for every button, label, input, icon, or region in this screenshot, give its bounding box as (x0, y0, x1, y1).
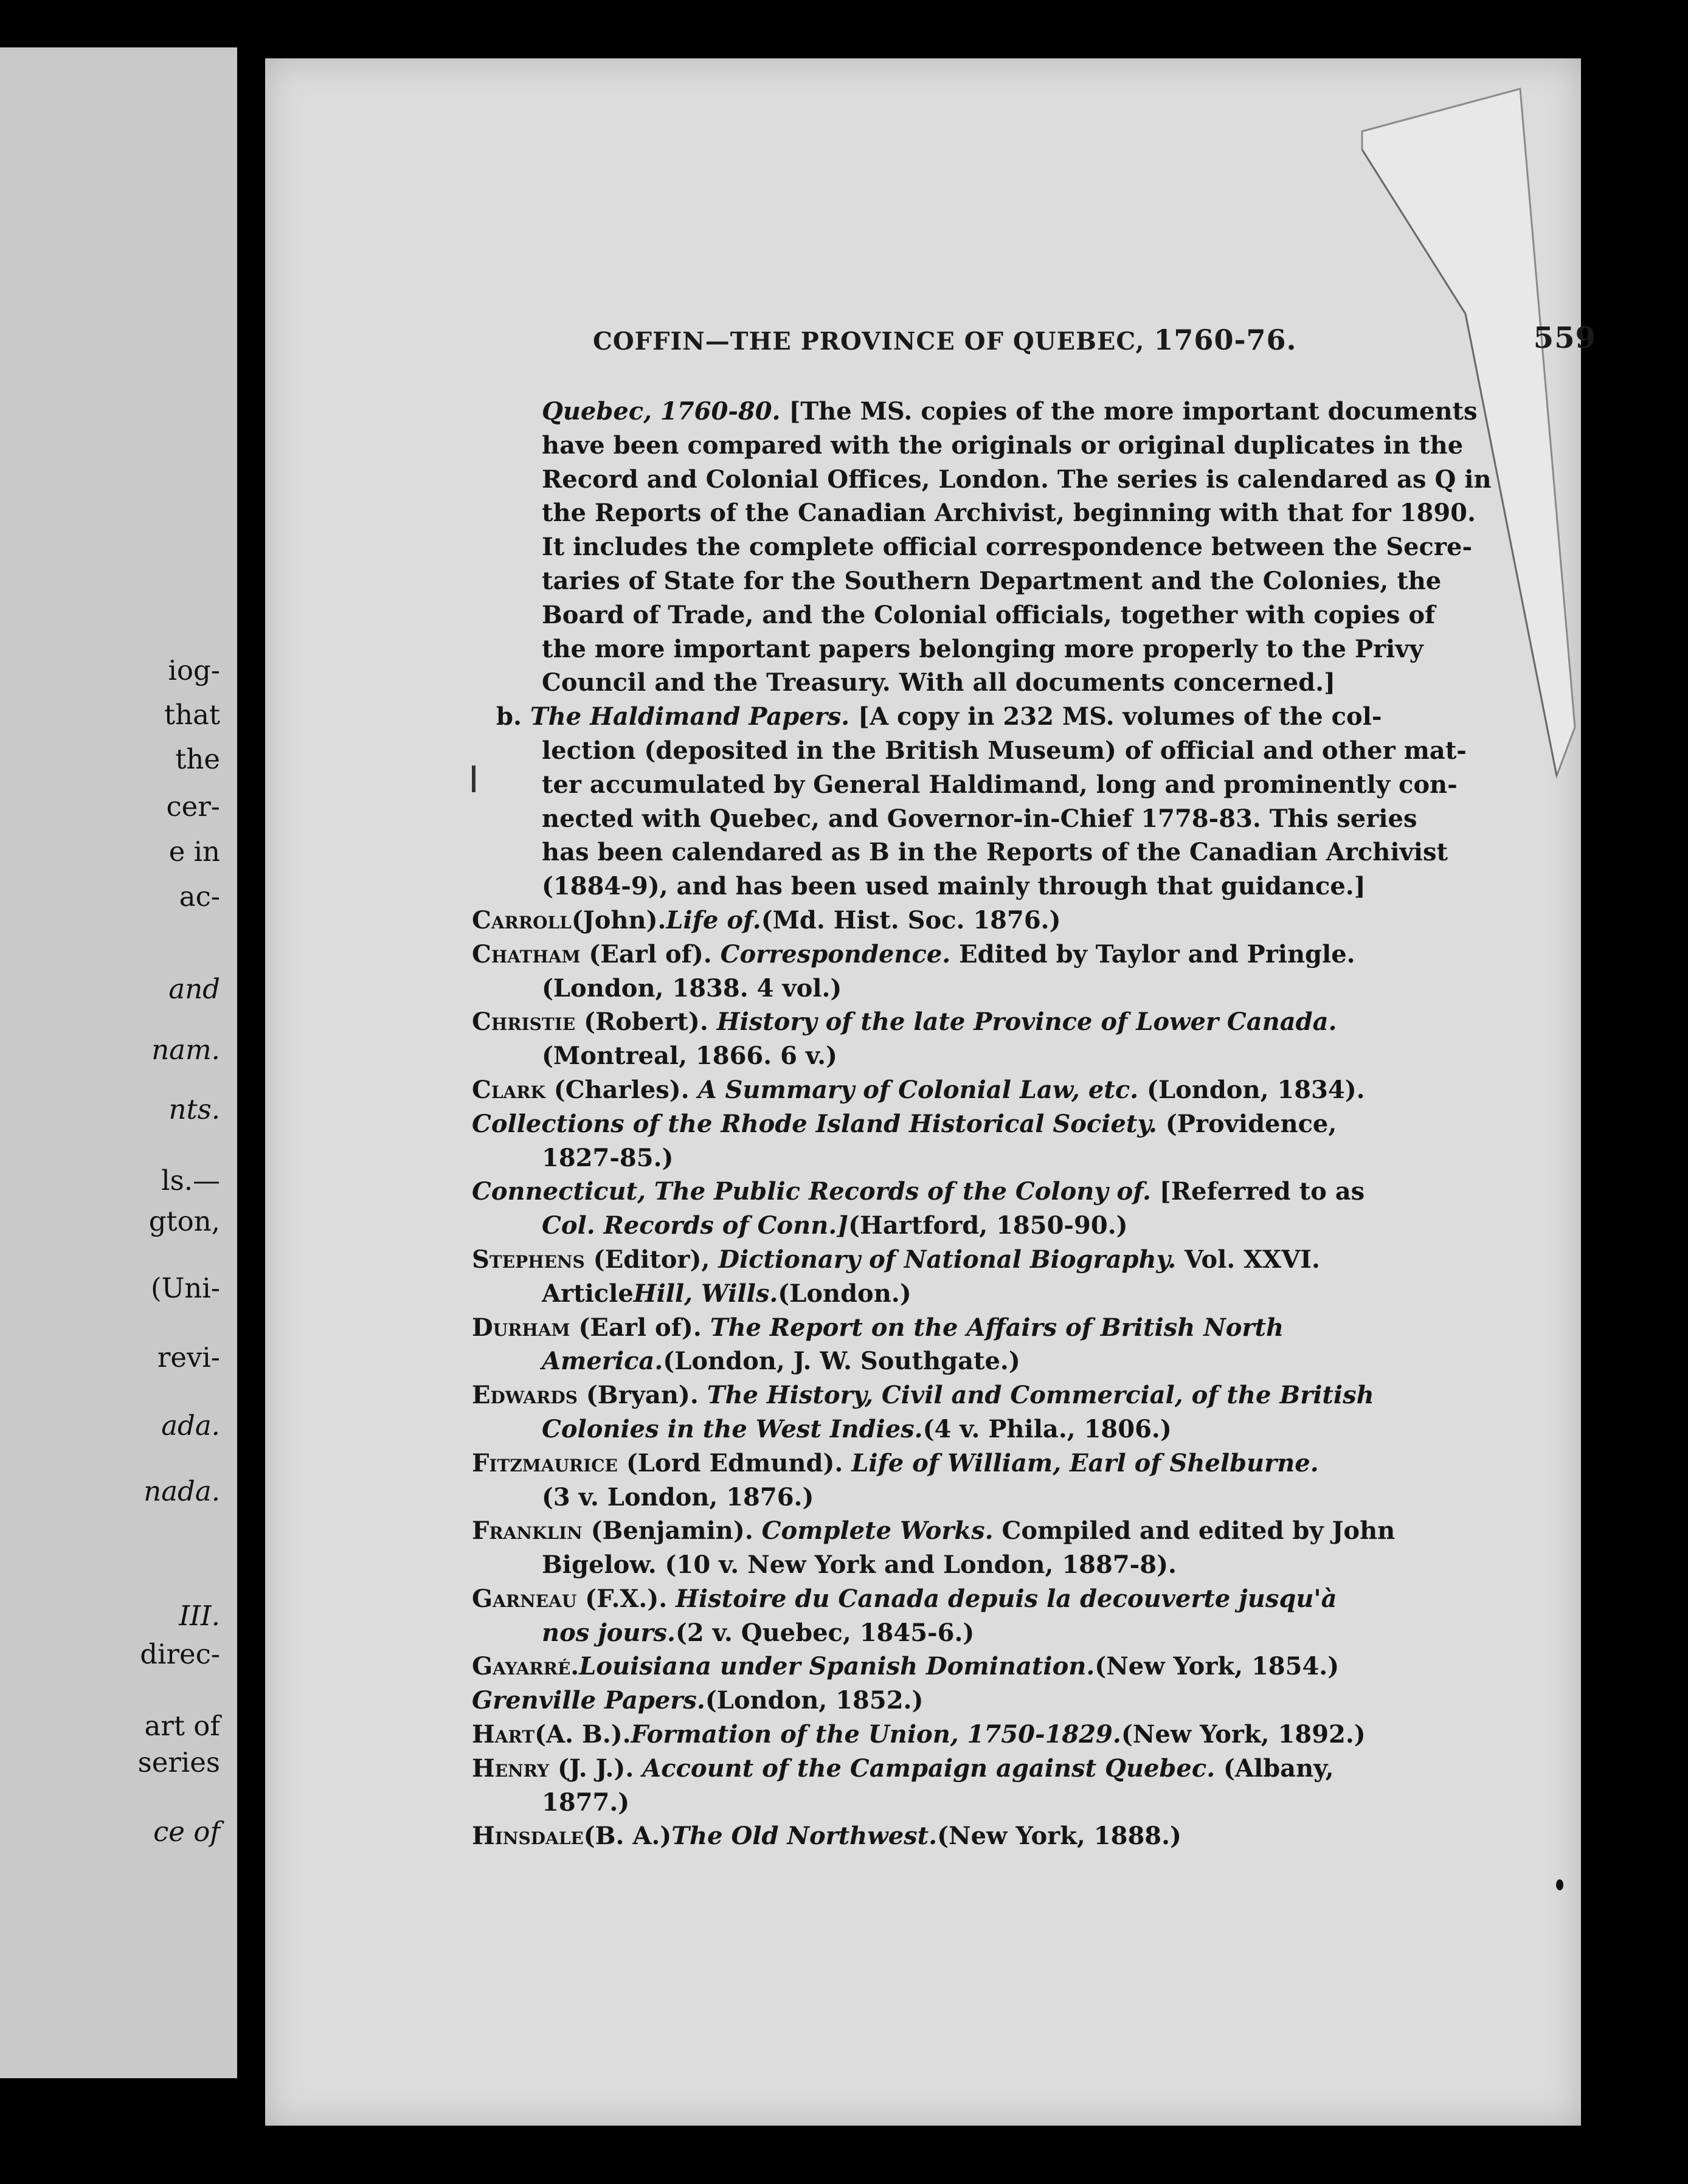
bib-line: has been calendared as B in the Reports of the Canadian Archivist (542, 838, 1448, 867)
bib-line: ter accumulated by General Haldimand, long and prominently con- (542, 770, 1458, 799)
ink-speck (1556, 1879, 1563, 1890)
bib-entry-gayarre: Gayarré . Louisiana under Spanish Domination. (New York, 1854.) (472, 1652, 1340, 1681)
bib-line: Article Hill, Wills. (London.) (542, 1279, 911, 1308)
bib-entry-edwards: Edwards (Bryan). The History, Civil and Commercial, of the British (472, 1381, 1374, 1410)
page-header (593, 323, 1596, 360)
bib-entry-haldimand: b. The Haldimand Papers. [A copy in 232 MS. volumes of the col- (496, 702, 1382, 731)
bib-line: the more important papers belonging more properly to the Privy (542, 634, 1423, 663)
left-fragment: nts. (168, 1093, 220, 1125)
bib-line: nected with Quebec, and Governor-in-Chief 1778-83. This series (542, 804, 1417, 833)
left-fragment: art of (144, 1710, 220, 1742)
bib-line: lection (deposited in the British Museum) of official and other mat- (542, 736, 1467, 765)
bib-line: 1877.) (542, 1788, 630, 1817)
running-head-text: COFFIN—THE PROVINCE OF QUEBEC, (593, 327, 1145, 356)
bib-line: (Montreal, 1866. 6 v.) (542, 1042, 837, 1071)
bib-line: the Reports of the Canadian Archivist, beginning with that for 1890. (542, 499, 1476, 528)
left-fragment: ada. (161, 1409, 220, 1442)
bib-entry-carroll: Carroll (John). Life of. (Md. Hist. Soc. 1876.) (472, 905, 1061, 935)
left-fragment: that (164, 699, 220, 731)
bib-line: Board of Trade, and the Colonial officials, together with copies of (542, 600, 1436, 629)
bib-entry-garneau: Garneau (F.X.). Histoire du Canada depuis la decouverte jusqu'à (472, 1584, 1337, 1613)
left-fragment: (Uni- (150, 1272, 220, 1304)
left-fragment: series (137, 1746, 220, 1778)
bib-line: Colonies in the West Indies. (4 v. Phila., 1806.) (542, 1414, 1172, 1443)
bib-line: Quebec, 1760-80. [The MS. copies of the more important documents (542, 397, 1478, 426)
left-fragment: iog- (168, 654, 220, 686)
left-fragment: direc- (140, 1638, 220, 1670)
bib-line: (1884-9), and has been used mainly through that guidance.] (542, 872, 1366, 901)
bib-entry-chatham: Chatham (Earl of). Correspondence. Edited by Taylor and Pringle. (472, 939, 1355, 969)
running-head-years: 1760-76. (1154, 323, 1297, 356)
left-fragment: ls.— (161, 1164, 220, 1197)
left-fragment: gton, (148, 1205, 220, 1237)
bib-entry-franklin: Franklin (Benjamin). Complete Works. Compiled and edited by John (472, 1516, 1396, 1546)
page-number: 559 (1533, 321, 1596, 355)
bib-line: nos jours. (2 v. Quebec, 1845-6.) (542, 1618, 975, 1647)
left-fragment: e in (168, 835, 220, 868)
bib-line: Council and the Treasury. With all documents concerned.] (542, 668, 1335, 697)
bib-line: America. (London, J. W. Southgate.) (542, 1347, 1020, 1376)
bib-entry-connecticut: Connecticut, The Public Records of the Colony of. [Referred to as (472, 1177, 1365, 1206)
bib-line: taries of State for the Southern Department and the Colonies, the (542, 566, 1442, 595)
bib-entry-durham: Durham (Earl of). The Report on the Affairs of British North (472, 1313, 1284, 1342)
bib-line: have been compared with the originals or original duplicates in the (542, 430, 1464, 460)
bib-entry-henry: Henry (J. J.). Account of the Campaign against Quebec. (Albany, (472, 1754, 1334, 1783)
bib-line: Bigelow. (10 v. New York and London, 1887-8). (542, 1550, 1177, 1580)
bib-entry-clark: Clark (Charles). A Summary of Colonial Law, etc. (London, 1834). (472, 1075, 1365, 1104)
left-fragment: cer- (166, 790, 220, 823)
book-page (265, 58, 1596, 2126)
bib-line: Record and Colonial Offices, London. The series is calendared as Q in (542, 465, 1492, 494)
bib-entry-grenville: Grenville Papers. (London, 1852.) (472, 1686, 924, 1715)
left-fragment: III. (179, 1600, 220, 1632)
bib-entry-christie: Christie (Robert). History of the late Province of Lower Canada. (472, 1007, 1337, 1037)
left-fragment: nam. (151, 1034, 220, 1066)
left-fragment: the (175, 743, 220, 775)
bib-entry-hinsdale: Hinsdale (B. A.) The Old Northwest. (New York, 1888.) (472, 1822, 1181, 1851)
running-head (593, 323, 1297, 356)
bibliography-body (472, 395, 1621, 1853)
bib-line: 1827-85.) (542, 1143, 674, 1172)
left-fragment: nada. (144, 1475, 220, 1507)
left-fragment: and (168, 973, 220, 1005)
left-fragment: ce of (153, 1816, 220, 1848)
bib-line: (3 v. London, 1876.) (542, 1482, 814, 1512)
bib-entry-fitzmaurice: Fitzmaurice (Lord Edmund). Life of William, Earl of Shelburne. (472, 1448, 1319, 1477)
bib-line: (London, 1838. 4 vol.) (542, 973, 842, 1003)
left-facing-page (0, 47, 237, 2078)
bib-entry-stephens: Stephens (Editor), Dictionary of National Biography. Vol. XXVI. (472, 1245, 1320, 1274)
bib-line: Col. Records of Conn.] (Hartford, 1850-90.) (542, 1211, 1128, 1240)
bib-entry-collections: Collections of the Rhode Island Historical Society. (Providence, (472, 1109, 1337, 1138)
bib-entry-hart: Hart (A. B.). Formation of the Union, 1750-1829. (New York, 1892.) (472, 1720, 1366, 1749)
left-fragment: revi- (157, 1341, 220, 1374)
bib-line: It includes the complete official correspondence between the Secre- (542, 533, 1473, 562)
left-fragment: ac- (179, 880, 220, 913)
